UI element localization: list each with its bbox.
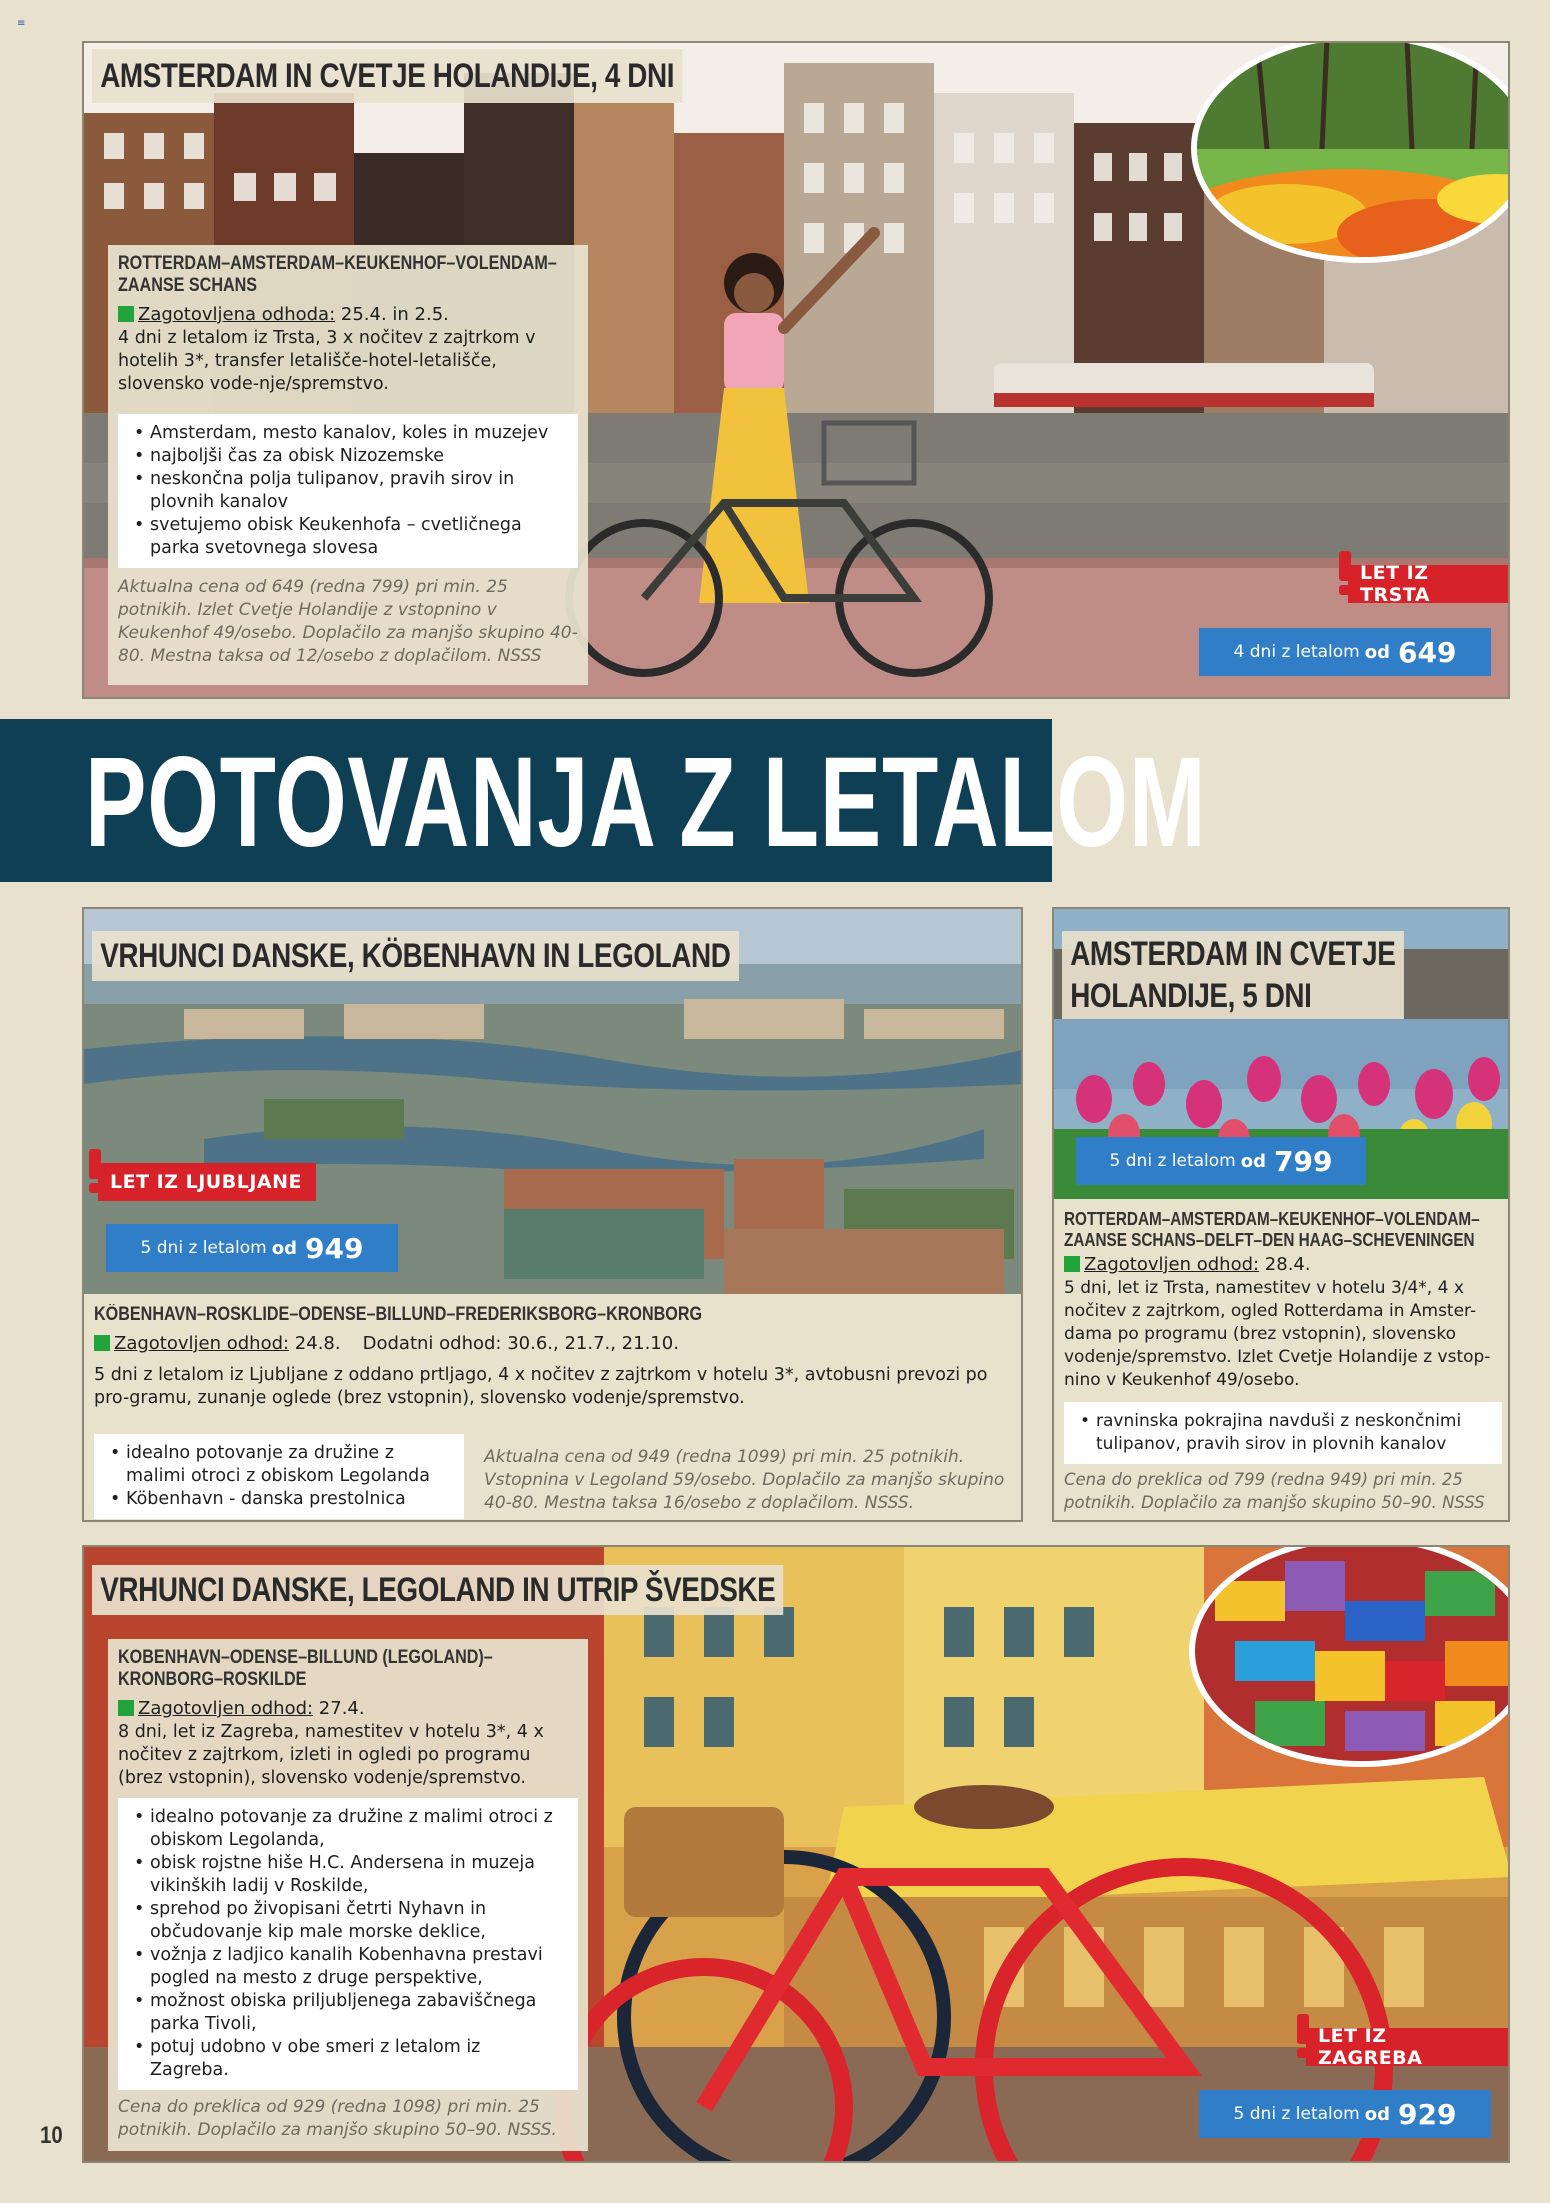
highlights-box bbox=[94, 1434, 464, 1519]
departure-flag: LET IZ TRSTA bbox=[1348, 565, 1508, 603]
trip-route: KÖBENHAVN–ROSKLIDE–ODENSE–BILLUND–FREDERIKSBORG–KRONBORG bbox=[94, 1304, 703, 1325]
trip-info-panel bbox=[108, 245, 588, 685]
highlights-box bbox=[118, 414, 578, 568]
highlight-item: • najboljši čas za obisk Nizozemske bbox=[132, 445, 564, 468]
highlight-item: • potuj udobno v obe smeri z letalom iz Zagreba. bbox=[132, 2036, 564, 2082]
departure-info: Zagotovljena odhoda: 25.4. in 2.5. bbox=[118, 303, 578, 327]
price-note: Aktualna cena od 949 (redna 1099) pri min. 25 potnikih. Vstopnina v Legoland 59/osebo. Doplačilo za manjšo skupino 40-80. Mestna taksa 16/osebo z doplačilom. NSSS. bbox=[484, 1447, 1005, 1513]
corner-menu-icon: ≡ bbox=[17, 18, 26, 29]
highlight-item: • sprehod po živopisani četrti Nyhavn in občudovanje kip male morske deklice, bbox=[132, 1898, 564, 1944]
trip-description: 4 dni z letalom iz Trsta, 3 x nočitev z zajtrkom v hotelih 3*, transfer letališče-hotel-letališče, slovensko vode-nje/spremstvo. bbox=[118, 328, 536, 394]
highlight-item: • idealno potovanje za družine z malimi otroci z obiskom Legolanda, bbox=[132, 1806, 564, 1852]
highlight-item: • ravninska pokrajina navduši z neskončnimi tulipanov, pravih sirov in plovnih kanalov bbox=[1078, 1410, 1488, 1456]
trip-card-denmark-legoland[interactable] bbox=[82, 907, 1023, 1522]
price-note: Aktualna cena od 649 (redna 799) pri min. 25 potnikih. Izlet Cvetje Holandije z vstopnino v Keukenhof 49/osebo. Doplačilo za manjšo skupino 40-80. Mestna taksa od 12/osebo z doplačilom. NSSS bbox=[118, 577, 578, 666]
trip-route: ROTTERDAM–AMSTERDAM–KEUKENHOF–VOLENDAM–ZAANSE SCHANS–DELFT–DEN HAAG–SCHEVENINGEN bbox=[1064, 1209, 1480, 1250]
departure-square-icon bbox=[1064, 1256, 1080, 1272]
price-badge[interactable]: 4 dni z letalom od 649 bbox=[1199, 628, 1491, 676]
highlight-item: • Amsterdam, mesto kanalov, koles in muzejev bbox=[132, 422, 564, 445]
departure-square-icon bbox=[118, 1700, 134, 1716]
trip-title: AMSTERDAM IN CVETJE HOLANDIJE, 4 DNI bbox=[92, 49, 682, 103]
departure-info: Zagotovljen odhod: 27.4. bbox=[118, 1697, 578, 1721]
departure-square-icon bbox=[118, 306, 134, 322]
trip-title: VRHUNCI DANSKE, KÖBENHAVN IN LEGOLAND bbox=[92, 931, 739, 981]
departure-info: Zagotovljen odhod: 28.4. bbox=[1064, 1253, 1502, 1277]
price-badge[interactable]: 5 dni z letalom od 799 bbox=[1076, 1137, 1366, 1185]
highlight-item: • svetujemo obisk Keukenhofa – cvetličnega parka svetovnega slovesa bbox=[132, 514, 564, 560]
trip-route: ROTTERDAM–AMSTERDAM–KEUKENHOF–VOLENDAM–ZAANSE SCHANS bbox=[118, 253, 557, 296]
departure-flag: LET IZ LJUBLJANE bbox=[98, 1163, 316, 1201]
trip-title: VRHUNCI DANSKE, LEGOLAND IN UTRIP ŠVEDSKE bbox=[92, 1565, 784, 1615]
trip-route: KOBENHAVN–ODENSE–BILLUND (LEGOLAND)–KRONBORG–ROSKILDE bbox=[118, 1647, 493, 1690]
departure-square-icon bbox=[94, 1335, 110, 1351]
highlights-box bbox=[1064, 1402, 1502, 1464]
highlight-item: • vožnja z ladjico kanalih Kobenhavna prestavi pogled na mesto z druge perspektive, bbox=[132, 1944, 564, 1990]
trip-title: AMSTERDAM IN CVETJE HOLANDIJE, 5 DNI bbox=[1062, 931, 1404, 1019]
trip-card-denmark-sweden[interactable] bbox=[82, 1545, 1510, 2163]
trip-description: 8 dni, let iz Zagreba, namestitev v hotelu 3*, 4 x nočitev z zajtrkom, izleti in ogledi po programu (brez vstopnin), slovensko vodenje/spremstvo. bbox=[118, 1722, 544, 1788]
trip-card-amsterdam-5[interactable] bbox=[1052, 907, 1510, 1522]
exclamation-icon bbox=[1294, 2014, 1312, 2058]
section-title: POTOVANJA Z LETALOM bbox=[85, 731, 1207, 874]
price-badge[interactable]: 5 dni z letalom od 949 bbox=[106, 1224, 398, 1272]
trip-info-panel bbox=[108, 1639, 588, 2151]
highlight-item: • neskončna polja tulipanov, pravih sirov in plovnih kanalov bbox=[132, 468, 564, 514]
trip-description: 5 dni z letalom iz Ljubljane z oddano prtljago, 4 x nočitev z zajtrkom v hotelu 3*, avtobusni prevozi po pro-gramu, zunanje oglede (brez vstopnin), slovensko vodenje/spremstvo. bbox=[94, 1365, 988, 1408]
price-note: Cena do preklica od 799 (redna 949) pri min. 25 potnikih. Doplačilo za manjšo skupino 50–90. NSSS bbox=[1064, 1470, 1485, 1512]
highlight-item: • Köbenhavn - danska prestolnica bbox=[108, 1488, 450, 1511]
exclamation-icon bbox=[86, 1149, 104, 1193]
highlight-item: • idealno potovanje za družine z malimi otroci z obiskom Legolanda bbox=[108, 1442, 450, 1488]
departure-info: Zagotovljen odhod: 24.8. Dodatni odhod: 30.6., 21.7., 21.10. bbox=[94, 1332, 1015, 1356]
page-number: 10 bbox=[40, 2122, 63, 2149]
exclamation-icon bbox=[1336, 551, 1354, 595]
section-banner bbox=[0, 719, 1207, 882]
highlight-item: • možnost obiska priljubljenega zabaviščnega parka Tivoli, bbox=[132, 1990, 564, 2036]
price-badge[interactable]: 5 dni z letalom od 929 bbox=[1199, 2090, 1491, 2138]
highlight-item: • obisk rojstne hiše H.C. Andersena in muzeja vikinških ladij v Roskilde, bbox=[132, 1852, 564, 1898]
highlights-box bbox=[118, 1798, 578, 2090]
trip-info-panel bbox=[84, 1294, 1023, 1522]
departure-flag: LET IZ ZAGREBA bbox=[1306, 2028, 1508, 2066]
trip-description: 5 dni, let iz Trsta, namestitev v hotelu 3/4*, 4 x nočitev z zajtrkom, ogled Rotterdama in Amster-dama po programu (brez vstopnin), slovensko vodenje/spremstvo. Izlet Cvetje Holandije z vstop-nino v Keukenhof 49/osebo. bbox=[1064, 1278, 1491, 1390]
price-note: Cena do preklica od 929 (redna 1098) pri min. 25 potnikih. Doplačilo za manjšo skupino 50–90. NSSS. bbox=[118, 2097, 557, 2140]
trip-card-amsterdam-4[interactable] bbox=[82, 41, 1510, 699]
trip-info-panel bbox=[1054, 1199, 1510, 1522]
